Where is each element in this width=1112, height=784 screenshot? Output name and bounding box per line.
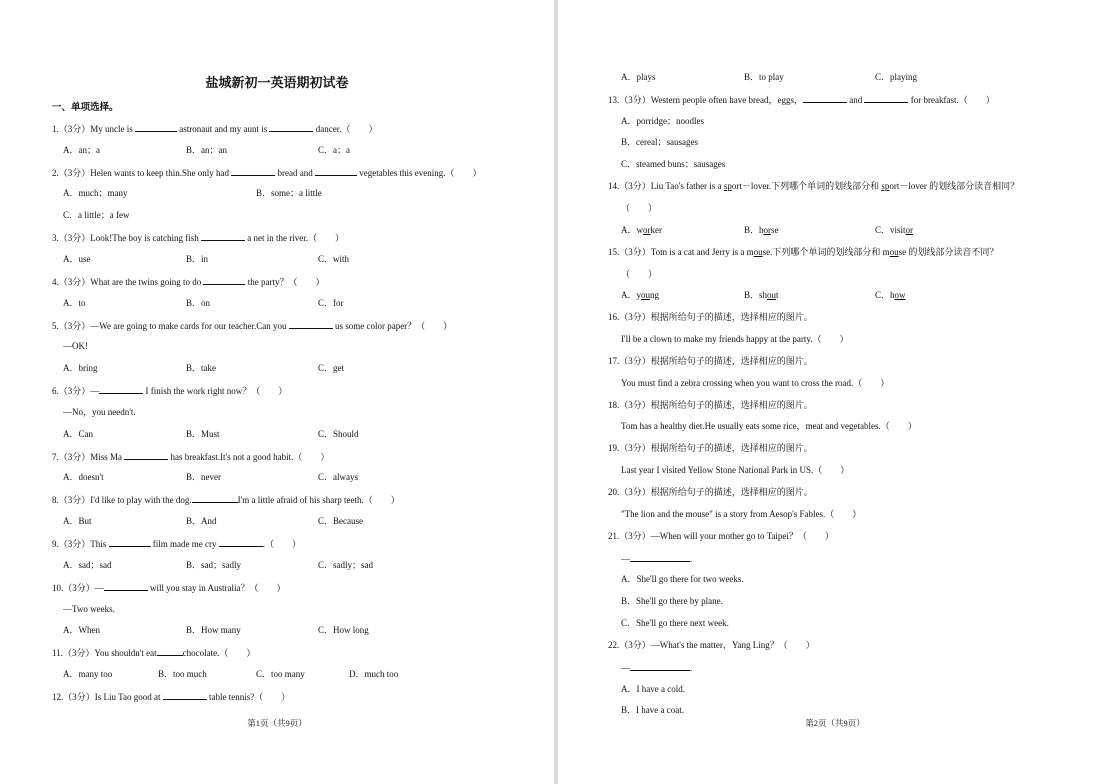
option: A．But: [63, 516, 92, 526]
option: C．How long: [318, 625, 369, 635]
option: C．a；a: [318, 145, 350, 155]
option: A．doesn't: [63, 472, 104, 482]
option: B．in: [186, 254, 209, 264]
option: B．horse: [744, 225, 779, 235]
question-1: 1.（3分）My uncle is astronaut and my aunt is dancer.（ ）: [52, 124, 378, 134]
option: B．too much: [158, 669, 207, 679]
question-20-sentence: "The lion and the mouse" is a story from Aesop's Fables.（ ）: [621, 509, 862, 519]
option: B．shout: [744, 290, 779, 300]
question-22-reply: — .: [621, 663, 693, 673]
page-footer: 第1页（共9页）: [247, 718, 307, 728]
question-18: 18.（3分）根据所给句子的描述，选择相应的图片。: [608, 400, 813, 410]
question-21: 21.（3分）—When will your mother go to Taipei？（ ）: [608, 531, 834, 541]
question-7: 7.（3分）Miss Ma has breakfast.It's not a good habit.（ ）: [52, 452, 330, 462]
option: A．Can: [63, 429, 93, 439]
option: C．Because: [318, 516, 363, 526]
question-6: 6.（3分）— I finish the work right now？（ ）: [52, 386, 288, 396]
option: C．for: [318, 298, 344, 308]
exam-title: 盐城新初一英语期初试卷: [205, 75, 349, 90]
option: B．on: [186, 298, 211, 308]
option: B．take: [186, 363, 216, 373]
option: A．When: [63, 625, 100, 635]
question-10-reply: —Two weeks.: [63, 604, 115, 614]
option: A．an；a: [63, 145, 100, 155]
option: B．sad；sadly: [186, 560, 241, 570]
option: A．sad；sad: [63, 560, 112, 570]
question-17: 17.（3分）根据所给句子的描述，选择相应的图片。: [608, 356, 813, 366]
question-15: 15.（3分）Tom is a cat and Jerry is a mouse.下列哪个单词的划线部分和 mouse 的划线部分读音不同？: [608, 247, 999, 257]
option: B．And: [186, 516, 217, 526]
question-5-reply: —OK!: [63, 341, 88, 351]
exam-page-2: [558, 0, 1112, 784]
option: A．worker: [621, 225, 662, 235]
option: A．use: [63, 254, 91, 264]
option: B．some；a little: [256, 188, 322, 198]
option: B．She'll go there by plane.: [621, 596, 723, 606]
option: C．get: [318, 363, 344, 373]
page-footer: 第2页（共9页）: [805, 718, 865, 728]
question-17-sentence: You must find a zebra crossing when you want to cross the road.（ ）: [621, 378, 890, 388]
question-5: 5.（3分）—We are going to make cards for our teacher.Can you us some color paper？（ ）: [52, 321, 453, 331]
option: B．Must: [186, 429, 220, 439]
option: C．how: [875, 290, 906, 300]
option: B．an；an: [186, 145, 227, 155]
option: A．many too: [63, 669, 113, 679]
option: C．too many: [256, 669, 305, 679]
exam-page-1: [0, 0, 554, 784]
question-16: 16.（3分）根据所给句子的描述，选择相应的图片。: [608, 312, 813, 322]
option: C．She'll go there next week.: [621, 618, 729, 628]
question-8: 8.（3分）I'd like to play with the dog. I'm a little afraid of his sharp teeth.（ ）: [52, 495, 400, 505]
question-19-sentence: Last year I visited Yellow Stone National Park in US.（ ）: [621, 465, 850, 475]
option: A．much；many: [63, 188, 128, 198]
option: C．a little；a few: [63, 210, 130, 220]
question-6-reply: —No，you needn't.: [63, 407, 136, 417]
option: A．to: [63, 298, 86, 308]
option: C．playing: [875, 72, 917, 82]
question-3: 3.（3分）Look!The boy is catching fish a net in the river.（ ）: [52, 233, 344, 243]
option: A．plays: [621, 72, 656, 82]
question-14-bracket: （ ）: [621, 203, 658, 213]
question-18-sentence: Tom has a healthy diet.He usually eats some rice，meat and vegetables.（ ）: [621, 421, 917, 431]
option: A．bring: [63, 363, 98, 373]
question-21-reply: — .: [621, 554, 693, 564]
option: C．Should: [318, 429, 359, 439]
option: C．sadly；sad: [318, 560, 373, 570]
option: C．steamed buns；sausages: [621, 159, 726, 169]
question-10: 10.（3分）— will you stay in Australia？（ ）: [52, 583, 286, 593]
option: C．with: [318, 254, 350, 264]
option: C．always: [318, 472, 358, 482]
option: A．I have a cold.: [621, 684, 685, 694]
option: A．young: [621, 290, 659, 300]
option: B．How many: [186, 625, 241, 635]
option: B．never: [186, 472, 221, 482]
option: A．porridge；noodles: [621, 116, 704, 126]
question-14: 14.（3分）Liu Tao's father is a sport－lover.下列哪个单词的划线部分和 sport－lover 的划线部分读音相同？: [608, 181, 1020, 191]
option: D．much too: [349, 669, 399, 679]
question-2: 2.（3分）Helen wants to keep thin.She only had bread and vegetables this evening.（ ）: [52, 168, 482, 178]
option: B．cereal；sausages: [621, 137, 698, 147]
question-22: 22.（3分）—What's the matter，Yang Ling？（ ）: [608, 640, 815, 650]
question-20: 20.（3分）根据所给句子的描述，选择相应的图片。: [608, 487, 813, 497]
question-4: 4.（3分）What are the twins going to do the party？（ ）: [52, 277, 325, 287]
question-19: 19.（3分）根据所给句子的描述，选择相应的图片。: [608, 443, 813, 453]
question-16-sentence: I'll be a clown to make my friends happy at the party.（ ）: [621, 334, 849, 344]
question-9: 9.（3分）This film made me cry .（ ）: [52, 539, 302, 549]
option: A．She'll go there for two weeks.: [621, 574, 744, 584]
option: B．to play: [744, 72, 784, 82]
option: C．visitor: [875, 225, 914, 235]
option: B．I have a coat.: [621, 705, 684, 715]
section-heading: 一、单项选择。: [52, 103, 119, 113]
question-11: 11.（3分）You shouldn't eat chocolate.（ ）: [52, 648, 256, 658]
question-12: 12.（3分）Is Liu Tao good at table tennis?（ ）: [52, 692, 291, 702]
question-13: 13.（3分）Western people often have bread，eggs， and for breakfast.（ ）: [608, 95, 995, 105]
question-15-bracket: （ ）: [621, 269, 658, 279]
